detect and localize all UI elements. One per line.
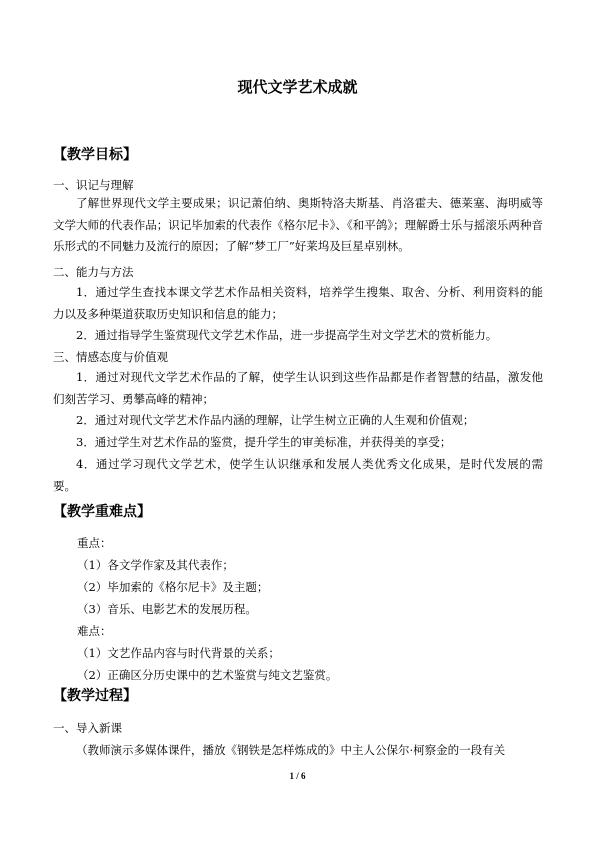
page-title: 现代文学艺术成就 — [237, 78, 358, 96]
page-number: 1 / 6 — [289, 771, 306, 781]
key-point-1: （1）各文学作家及其代表作； — [77, 558, 234, 572]
objectives-section-3-title: 三、情感态度与价值观 — [53, 350, 168, 364]
difficult-point-2: （2）正确区分历史课中的艺术鉴赏与纯文艺鉴赏。 — [77, 668, 338, 682]
key-points-label: 重点： — [77, 536, 112, 550]
objectives-section-1-text: 了解世界现代文学主要成果；识记萧伯纳、奥斯特洛夫斯基、肖洛霍夫、德莱塞、海明威等文学大师的代表作品；识记毕加索的代表作《格尔尼卡》、《和平鸽》；理解爵士乐与摇滚乐两种音乐形式的不同魅力及流行的原因；了解“梦工厂”好莱坞及巨星卓别林。 — [53, 196, 543, 254]
objectives-section-3-item-4: 4．通过学习现代文学艺术，使学生认识继承和发展人类优秀文化成果，是时代发展的需要。 — [53, 457, 543, 493]
objectives-section-2-title: 二、能力与方法 — [53, 265, 134, 279]
process-section-1-text: （教师演示多媒体课件，播放《钢铁是怎样炼成的》中主人公保尔·柯察金的一段有关 — [76, 743, 506, 757]
objectives-section-2-item-1: 1．通过学生查找本课文学艺术作品相关资料，培养学生搜集、取舍、分析、利用资料的能力以及多种渠道获取历史知识和信息的能力； — [53, 285, 543, 321]
key-point-3: （3）音乐、电影艺术的发展历程。 — [77, 602, 257, 616]
keypoints-heading: 【教学重难点】 — [53, 504, 151, 520]
process-section-1-title: 一、导入新课 — [53, 721, 122, 735]
objectives-section-3-item-2: 2．通过对现代文学艺术作品内涵的理解，让学生树立正确的人生观和价值观； — [76, 413, 475, 427]
objectives-section-3-item-3: 3．通过学生对艺术作品的鉴赏，提升学生的审美标准，并获得美的享受； — [76, 435, 452, 449]
objectives-section-1-title: 一、识记与理解 — [53, 178, 134, 192]
difficult-point-1: （1）文艺作品内容与时代背景的关系； — [77, 646, 280, 660]
process-heading: 【教学过程】 — [53, 688, 137, 704]
objectives-section-2-item-2: 2．通过指导学生鉴赏现代文学艺术作品，进一步提高学生对文学艺术的赏析能力。 — [76, 328, 498, 342]
difficult-points-label: 难点： — [77, 624, 112, 638]
key-point-2: （2）毕加索的《格尔尼卡》及主题； — [77, 580, 269, 594]
objectives-heading: 【教学目标】 — [53, 147, 137, 163]
objectives-section-3-item-1: 1．通过对现代文学艺术作品的了解，使学生认识到这些作品都是作者智慧的结晶，激发他们刻苦学习、勇攀高峰的精神； — [53, 370, 543, 406]
